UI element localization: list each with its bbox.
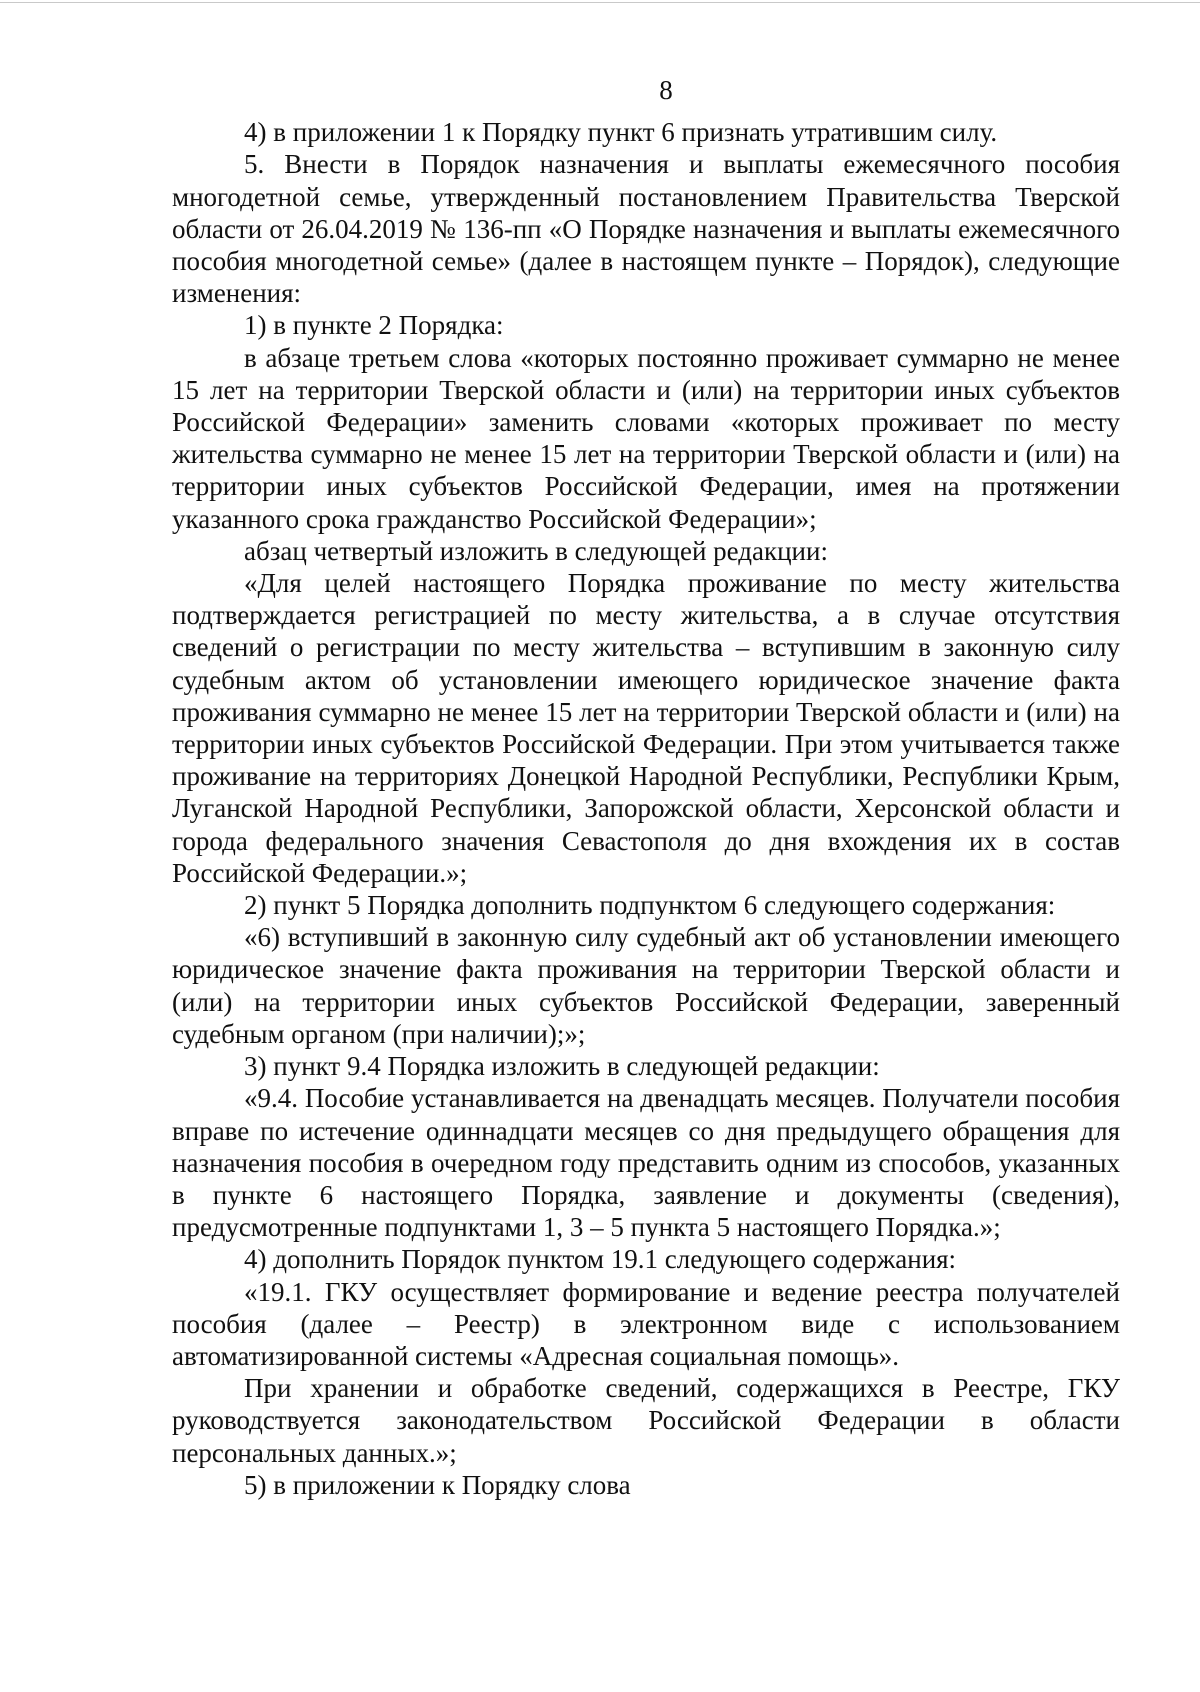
scan-edge-line bbox=[0, 2, 1200, 3]
paragraph-item-5: 5) в приложении к Порядку слова bbox=[244, 1469, 631, 1500]
paragraph-registry-storage: При хранении и обработке сведений, содержащихся в Реестре, ГКУ руководствуется законодательством Российской Федерации в области персональных данных.»; bbox=[172, 1373, 1120, 1468]
paragraph-item-3: 3) пункт 9.4 Порядка изложить в следующей редакции: bbox=[244, 1051, 880, 1082]
paragraph-item-4: 4) в приложении 1 к Порядку пункт 6 признать утратившим силу. bbox=[244, 117, 998, 148]
paragraph-abzac-3: в абзаце третьем слова «которых постоянно проживает суммарно не менее 15 лет на территории Тверской области и (или) на территории иных субъектов Российской Федерации» заменить словами «которых проживает по месту жительства суммарно не менее 15 лет на территории Тверской области и (или) на территории иных субъектов Российской Федерации, имея на протяжении указанного срока гражданство Российской Федерации»; bbox=[172, 342, 1120, 534]
document-page bbox=[172, 74, 1120, 1501]
paragraph-abzac-4-text: «Для целей настоящего Порядка проживание по месту жительства подтверждается регистрацией по месту жительства, а в случае отсутствия сведений о регистрации по месту жительства – вступившим в законную силу судебным актом об установлении имеющего юридическое значение факта проживания суммарно не менее 15 лет на территории Тверской области и (или) на территории иных субъектов Российской Федерации. При этом учитывается также проживание на территориях Донецкой Народной Республики, Республики Крым, Луганской Народной Республики, Запорожской области, Херсонской области и города федерального значения Севастополя до дня вхождения их в состав Российской Федерации.»; bbox=[172, 568, 1120, 888]
paragraph-point-19-1: «19.1. ГКУ осуществляет формирование и ведение реестра получателей пособия (далее – Реестр) в электронном виде с использованием автоматизированной системы «Адресная социальная помощь». bbox=[172, 1276, 1120, 1371]
paragraph-item-2: 2) пункт 5 Порядка дополнить подпунктом 6 следующего содержания: bbox=[244, 890, 1056, 921]
paragraph-section-5: 5. Внести в Порядок назначения и выплаты ежемесячного пособия многодетной семье, утвержденный постановлением Правительства Тверской области от 26.04.2019 № 136-пп «О Порядке назначения и выплаты ежемесячного пособия многодетной семье» (далее в настоящем пункте – Порядок), следующие изменения: bbox=[172, 149, 1120, 309]
paragraph-item-4b: 4) дополнить Порядок пунктом 19.1 следующего содержания: bbox=[244, 1244, 957, 1275]
paragraph-subitem-6: «6) вступивший в законную силу судебный акт об установлении имеющего юридическое значение факта проживания на территории Тверской области и (или) на территории иных субъектов Российской Федерации, заверенный судебным органом (при наличии);»; bbox=[172, 922, 1120, 1049]
paragraph-point-9-4: «9.4. Пособие устанавливается на двенадцать месяцев. Получатели пособия вправе по истечение одиннадцати месяцев со дня предыдущего обращения для назначения пособия в очередном году представить одним из способов, указанных в пункте 6 настоящего Порядка, заявление и документы (сведения), предусмотренные подпунктами 1, 3 – 5 пункта 5 настоящего Порядка.»; bbox=[172, 1083, 1120, 1243]
paragraph-item-1: 1) в пункте 2 Порядка: bbox=[244, 310, 504, 341]
paragraph-abzac-4-intro: абзац четвертый изложить в следующей редакции: bbox=[244, 535, 828, 566]
page-number: 8 bbox=[659, 75, 673, 105]
